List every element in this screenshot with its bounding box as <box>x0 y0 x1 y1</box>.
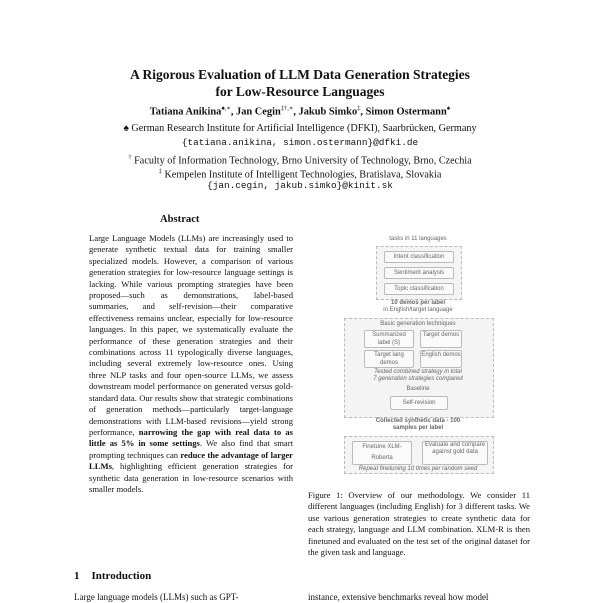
affiliation-3-email: {jan.cegin, jakub.simko}@kinit.sk <box>207 180 393 191</box>
fig-demos-language: in English/target language <box>383 307 453 313</box>
author-list: Tatiana Anikina♠,∗, Jan Cegin‡†,∗, Jakub Simko‡, Simon Ostermann♠ <box>149 105 451 118</box>
title-line-2: for Low-Resource Languages <box>215 84 385 99</box>
fig-self-revision: Self-revision <box>390 396 448 410</box>
figure-1-diagram <box>338 236 498 476</box>
fig-combined-note-1: Tested combined strategy in total <box>374 369 462 375</box>
fig-strategies-label: Basic generation techniques <box>380 321 456 327</box>
section-heading <box>74 570 151 582</box>
fig-strategy-1: Summarized label (S) <box>364 330 414 348</box>
abstract-body: Large Language Models (LLMs) are increasingly used to generate synthetic textual data for training smaller specialized models. However, a comparison of various generation strategies for low-resource language settings is lacking. While various prompting strategies have been proposed—such as demonstrations, label-based summaries, and self-revision—their comparative effectiveness remains unclear, especially for low-resource languages. In this paper, we systematically evaluate the performance of these generation strategies and their combinations across 11 typologically diverse languages, including several extremely low-resource ones. Using three NLP tasks and four open-source LLMs, we assess downstream model performance on generated versus gold-standard data. Our results show that strategic combinations of generation methods—particularly target-language demonstrations with LLM-based revisions—yield strong performance, narrowing the gap with real data to as little as 5% in some settings. We also find that smart prompting techniques can reduce the advantage of larger LLMs, highlighting efficient generation strategies for synthetic data generation in low-resource scenarios with smaller models. <box>89 233 294 494</box>
fig-task-1: Intent classification <box>384 251 454 263</box>
right-column-line: instance, extensive benchmarks reveal how model <box>308 592 489 602</box>
fig-demos-per-label: 10 demos per label <box>390 300 446 306</box>
fig-combined-note-2: 7 generation strategies compared <box>373 376 463 382</box>
paper-title <box>0 66 600 100</box>
fig-repeat: Repeat finetuning 10 times per random seed <box>358 466 478 472</box>
affiliation-1-email: {tatiana.anikina, simon.ostermann}@dfki.de <box>181 137 419 148</box>
author-1: Tatiana Anikina <box>149 106 222 118</box>
affiliation-3: ‡ Kempelen Institute of Intelligent Technologies, Bratislava, Slovakia <box>158 168 442 181</box>
fig-strategy-2: Target demos <box>420 330 462 348</box>
fig-strategy-4: English demos <box>420 350 462 368</box>
fig-baseline: Baseline <box>406 386 430 392</box>
fig-task-3: Topic classification <box>384 283 454 295</box>
section-title: Introduction <box>91 570 152 582</box>
affiliation-1: ♠ German Research Institute for Artificial Intelligence (DFKI), Saarbrücken, Germany <box>123 123 477 134</box>
section-number: 1 <box>74 570 80 582</box>
fig-evaluate: Evaluate and compare against gold data <box>422 441 488 465</box>
fig-tasks-label: tasks in 11 languages <box>389 236 447 242</box>
abstract-heading: Abstract <box>160 214 200 225</box>
author-2: Jan Cegin <box>236 106 281 118</box>
fig-finetune: Finetune XLM-Roberta <box>352 441 412 465</box>
fig-strategy-3: Target lang demos <box>364 350 414 368</box>
intro-first-line: Large language models (LLMs) such as GPT- <box>74 592 239 602</box>
author-4: Simon Ostermann <box>365 106 447 118</box>
affiliation-2: † Faculty of Information Technology, Brno University of Technology, Brno, Czechia <box>128 154 472 167</box>
fig-collected-2: samples per label <box>392 425 444 431</box>
title-line-1: A Rigorous Evaluation of LLM Data Generation Strategies <box>130 67 470 82</box>
fig-task-2: Sentiment analysis <box>384 267 454 279</box>
fig-collected-1: Collected synthetic data - 100 <box>375 418 461 424</box>
figure-1-caption: Figure 1: Overview of our methodology. We consider 11 different languages (including English) for 3 different tasks. We use various generation strategies to create synthetic data for each strategy, language and LLM combination. XLM-R is then finetuned and evaluated on the test set of the original dataset for the given task and language. <box>308 490 530 558</box>
author-3: Jakub Simko <box>298 106 358 118</box>
